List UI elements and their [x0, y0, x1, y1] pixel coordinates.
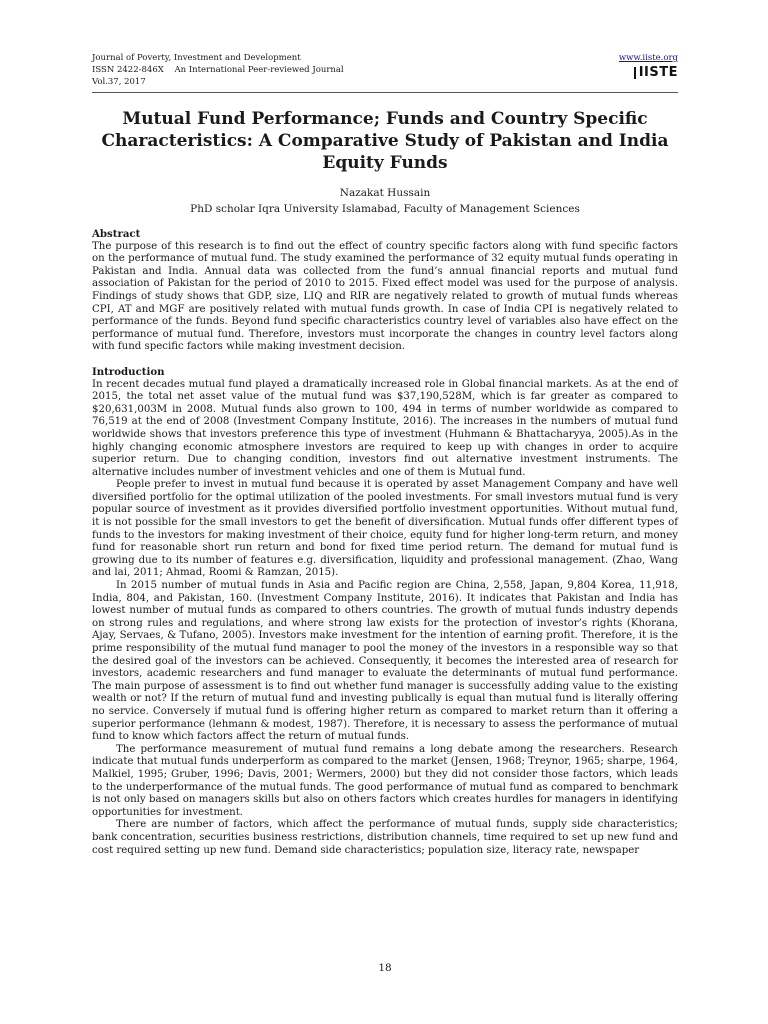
- abstract-heading: Abstract: [92, 228, 141, 240]
- paper-title: Mutual Fund Performance; Funds and Country Specific Characteristics: A Comparative Study of Pakistan and India Equity Funds: [101, 109, 669, 173]
- abstract-text: The purpose of this research is to find out the effect of country specific factors along with fund specific factors on the performance of mutual fund. The study examined the performance of 32 equity mutual funds operating in Pakistan and India. Annual data was collected from the fund’s annual financial reports and mutual fund association of Pakistan for the period of 2010 to 2015. Fixed effect model was used for the purpose of analysis. Findings of study shows that GDP, size, LIQ and RIR are negatively related to growth of mutual funds whereas CPI, AT and MGF are positively related with mutual funds growth. In case of India CPI is negatively related to performance of the funds. Beyond fund specific characteristics country level of variables also have effect on the performance of mutual fund. Therefore, investors must incorporate the changes in country level factors along with fund specific factors while making investment decision.: [92, 240, 678, 353]
- volume: Vol.37, 2017: [92, 77, 146, 87]
- header-rule: [92, 92, 678, 93]
- author-name: Nazakat Hussain: [339, 187, 431, 199]
- intro-paragraph: The performance measurement of mutual fund remains a long debate among the researchers. Research indicate that mutual funds underperform as compared to the market (Jensen, 1968; Treynor, 1965; sharpe, 1964, Malkiel, 1995; Gruber, 1996; Davis, 2001; Wermers, 2000) but they did not consider those factors, which leads to the underperformance of the mutual funds. The good performance of mutual fund as compared to benchmark is not only based on managers skills but also on others factors which creates hurdles for managers in identifying opportunities for investment.: [92, 743, 679, 818]
- paper-body: [92, 228, 678, 857]
- page-number: 18: [378, 962, 392, 974]
- section-gap: [92, 354, 678, 366]
- journal-tagline: An International Peer-reviewed Journal: [174, 65, 344, 75]
- iiste-logo: IISTE: [634, 67, 678, 79]
- issn: ISSN 2422-846X: [92, 65, 164, 75]
- intro-paragraph: In 2015 number of mutual funds in Asia and Pacific region are China, 2,558, Japan, 9,804 Korea, 11,918, India, 804, and Pakistan, 160. (Investment Company Institute, 2016). It indicates that Pakistan and India has lowest number of mutual funds as compared to others countries. The growth of mutual funds industry depends on strong rules and regulations, and where strong law exists for the protection of investor’s rights (Khorana, Ajay, Servaes, & Tufano, 2005). Investors make investment for the intention of earning profit. Therefore, it is the prime responsibility of the mutual fund manager to pool the money of the investors in a responsible way so that the desired goal of the investors can be achieved. Consequently, it becomes the interested area of research for investors, academic researchers and fund manager to evaluate the determinants of mutual fund performance. The main purpose of assessment is to find out whether fund manager is successfully adding value to the existing wealth or not? If the return of mutual fund and investing publically is equal than mutual fund is literally offering no service. Conversely if mutual fund is offering higher return as compared to market return than it offering a superior performance (lehmann & modest, 1987). Therefore, it is necessary to assess the performance of mutual fund to know which factors affect the return of mutual funds.: [92, 580, 678, 743]
- intro-paragraph: People prefer to invest in mutual fund because it is operated by asset Management Company and have well diversified portfolio for the optimal utilization of the pooled investments. For small investors mutual fund is very popular source of investment as it provides diversified portfolio investment opportunities. Without mutual fund, it is not possible for the small investors to get the benefit of diversification. Mutual funds offer different types of funds to the investors for making investment of their choice, equity fund for higher long-term return, and money fund for reasonable short run return and bond for fixed time period return. The demand for mutual fund is growing due to its number of features e.g. diversification, liquidity and professional management. (Zhao, Wang and lai, 2011; Ahmad, Roomi & Ramzan, 2015).: [92, 479, 678, 579]
- publisher-url[interactable]: www.iiste.org: [618, 53, 678, 63]
- issn-row: [92, 64, 344, 76]
- intro-paragraph: In recent decades mutual fund played a dramatically increased role in Global financial markets. As at the end of 2015, the total net asset value of the mutual fund was $37,190,528M, which is far greater as compared to $20,631,003M in 2008. Mutual funds also grown to 100, 494 in terms of number worldwide as compared to 76,519 at the end of 2008 (Investment Company Institute, 2016). The increases in the numbers of mutual fund worldwide shows that investors preference this type of investment (Huhmann & Bhattacharyya, 2005).As in the highly changing economic atmosphere investors are required to keep up with changes in order to acquire superior return. Due to changing condition, investors find out alternative investment instruments. The alternative includes number of investment vehicles and one of them is Mutual fund.: [92, 378, 678, 478]
- introduction-heading: Introduction: [92, 365, 165, 378]
- author-affiliation: PhD scholar Iqra University Islamabad, Faculty of Management Sciences: [190, 203, 580, 215]
- journal-name: Journal of Poverty, Investment and Development: [92, 53, 301, 63]
- publisher-block: [606, 52, 678, 80]
- journal-header: [92, 52, 344, 88]
- intro-paragraph: There are number of factors, which affect the performance of mutual funds, supply side characteristics; bank concentration, securities business restrictions, distribution channels, time required to set up new fund and cost required setting up new fund. Demand side characteristics; population size, literacy rate, newspaper: [92, 819, 678, 856]
